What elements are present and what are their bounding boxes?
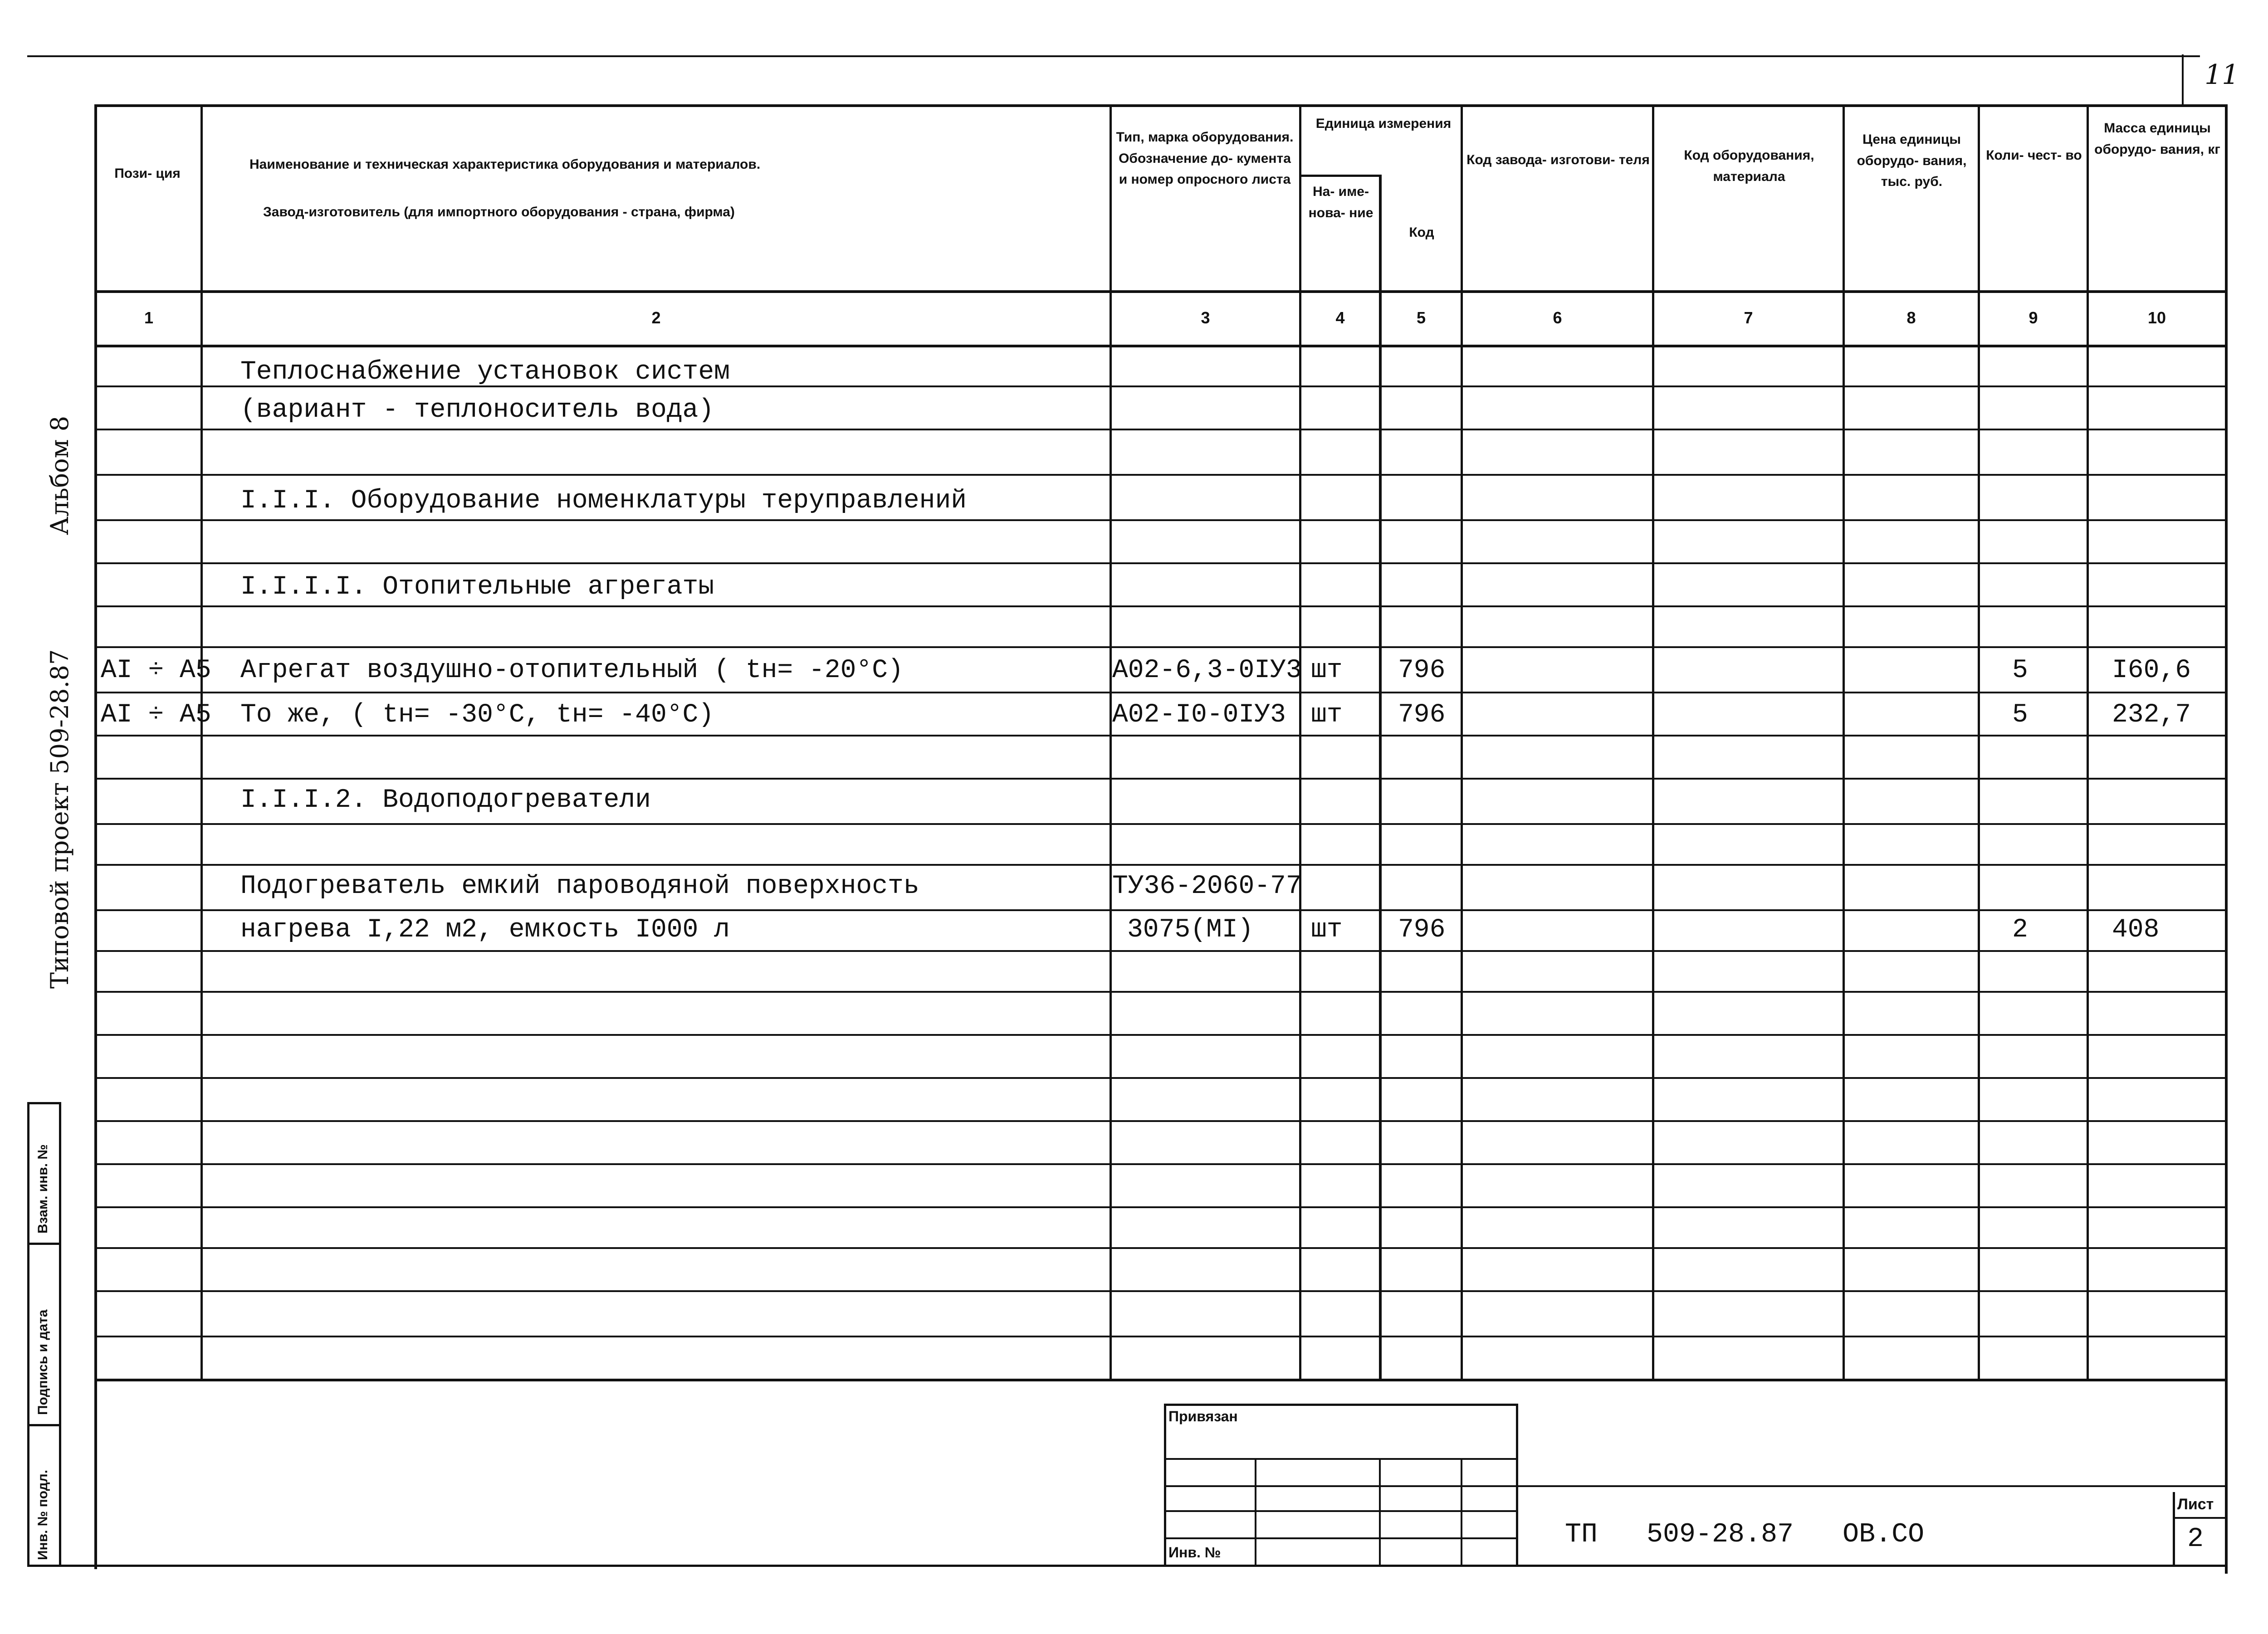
row-8-code: 796 [1398, 700, 1446, 730]
row-7-unit: шт [1311, 656, 1343, 685]
sheet-box-divider [2173, 1517, 2227, 1519]
stamp-strip-right [59, 1102, 61, 1565]
binding-inv-label: Инв. № [1168, 1544, 1221, 1561]
row-line [94, 991, 2226, 993]
header-equipment-code: Код оборудования, материала [1684, 148, 1814, 184]
row-13-mass: 408 [2112, 915, 2160, 945]
row-line [94, 1120, 2226, 1122]
row-line [94, 735, 2226, 737]
row-line [94, 1163, 2226, 1165]
row-line [94, 1247, 2226, 1249]
header-position: Пози- ция [114, 166, 181, 181]
colnum-2: 2 [651, 308, 661, 327]
colnum-3: 3 [1201, 308, 1210, 327]
header-unit-group: Единица измерения [1315, 116, 1452, 131]
row-line [94, 823, 2226, 825]
document-designation: ТП 509-28.87 ОВ.СО [1565, 1519, 1925, 1550]
row-line [94, 692, 2226, 693]
stamp-strip-div3 [27, 1424, 61, 1426]
colnum-8: 8 [1906, 308, 1916, 327]
sheet-box-left [2173, 1492, 2175, 1567]
stamp-strip-left [27, 1102, 29, 1565]
colnum-9: 9 [2028, 308, 2038, 327]
colnum-10: 10 [2147, 308, 2166, 327]
header-maker-code: Код завода- изготови- теля [1466, 152, 1650, 167]
colnum-1: 1 [144, 308, 154, 327]
colnum-5: 5 [1416, 308, 1426, 327]
binding-line1 [1164, 1458, 1518, 1460]
col-line-8 [1978, 104, 1980, 1379]
row-8-name: То же, ( tн= -30°С, tн= -40°С) [240, 700, 714, 730]
sheet-label: Лист [2177, 1496, 2214, 1513]
stamp-vzam-inv: Взам. инв. № [35, 1144, 50, 1234]
row-1-name: (вариант - теплоноситель вода) [240, 395, 714, 425]
col-line-3 [1299, 104, 1301, 1379]
row-3-name: I.I.I. Оборудование номенклатуры теруправлений [240, 486, 967, 516]
row-line [94, 909, 2226, 911]
row-13-type: 3075(МI) [1127, 915, 1254, 945]
binding-line4 [1164, 1537, 1518, 1539]
row-12-type: ТУ36-2060-77 [1112, 872, 1302, 901]
row-line [94, 429, 2226, 430]
header-quantity: Коли- чест- во [1986, 148, 2082, 163]
row-13-name: нагрева I,22 м2, емкость I000 л [240, 915, 730, 945]
row-line [94, 1206, 2226, 1208]
row-8-pos: AI ÷ A5 [101, 700, 211, 730]
binding-col3 [1461, 1458, 1462, 1567]
col-line-0 [94, 104, 97, 1379]
row-line [94, 778, 2226, 780]
col-line-2 [1110, 104, 1112, 1379]
binding-col2 [1379, 1458, 1381, 1567]
stamp-top [1516, 1485, 2226, 1487]
row-line [94, 646, 2226, 648]
binding-top [1164, 1404, 1518, 1406]
row-line [94, 950, 2226, 952]
sheet-number: 2 [2187, 1524, 2204, 1555]
header-mass: Масса единицы оборудо- вания, кг [2094, 121, 2220, 157]
sheet-corner-mark: 11 [2204, 59, 2239, 91]
colnum-4: 4 [1335, 308, 1345, 327]
project-label: Типовой проект 509-28.87 [45, 649, 74, 989]
header-top [94, 104, 2226, 107]
header-unit-name: На- име- нова- ние [1308, 184, 1374, 220]
row-7-mass: I60,6 [2112, 656, 2191, 685]
binding-line3 [1164, 1510, 1518, 1512]
header-price: Цена единицы оборудо- вания, тыс. руб. [1857, 132, 1967, 189]
row-line [94, 605, 2226, 607]
row-10-name: I.I.I.2. Водоподогреватели [240, 785, 651, 815]
corner-tick [2182, 54, 2184, 104]
header-unit-code: Код [1409, 225, 1434, 240]
row-line [94, 1336, 2226, 1337]
row-5-name: I.I.I.I. Отопительные агрегаты [240, 572, 714, 602]
col-line-4 [1379, 175, 1382, 1379]
col-line-7 [1843, 104, 1845, 1379]
frame-bottom [27, 1565, 2227, 1567]
col-line-6 [1652, 104, 1654, 1379]
album-label: Альбом 8 [45, 415, 74, 535]
row-line [94, 562, 2226, 564]
row-7-pos: AI ÷ A5 [101, 656, 211, 685]
header-bottom [94, 290, 2226, 293]
header-name-line2: Завод-изготовитель (для импортного оборудования - страна, фирма) [263, 205, 735, 219]
row-13-qty: 2 [2012, 915, 2028, 945]
row-8-unit: шт [1311, 700, 1343, 730]
col-line-10 [2225, 104, 2228, 1574]
stamp-strip-div1 [27, 1102, 61, 1104]
col-line-1 [200, 104, 203, 1379]
top-border-line [27, 55, 2200, 57]
header-type: Тип, марка оборудования. Обозначение до- кумента и номер опросного листа [1116, 130, 1294, 187]
header-name-line1: Наименование и техническая характеристика оборудования и материалов. [249, 157, 761, 172]
row-8-type: А02-I0-0IУ3 [1112, 700, 1286, 730]
binding-label: Привязан [1168, 1408, 1238, 1424]
row-line [94, 519, 2226, 521]
row-7-name: Агрегат воздушно-отопительный ( tн= -20°С) [240, 656, 904, 685]
stamp-inv-podl: Инв. № подл. [35, 1469, 50, 1560]
binding-col1 [1255, 1458, 1256, 1567]
row-line [94, 864, 2226, 866]
row-line [94, 1290, 2226, 1292]
stamp-podpis-data: Подпись и дата [35, 1309, 50, 1415]
row-13-code: 796 [1398, 915, 1446, 945]
row-8-qty: 5 [2012, 700, 2028, 730]
colnum-7: 7 [1744, 308, 1753, 327]
row-7-code: 796 [1398, 656, 1446, 685]
unit-group-divider [1299, 175, 1381, 177]
row-7-qty: 5 [2012, 656, 2028, 685]
row-line [94, 1077, 2226, 1079]
row-8-mass: 232,7 [2112, 700, 2191, 730]
table-body-bottom [94, 1379, 2226, 1381]
colnum-bottom [94, 345, 2226, 347]
row-line [94, 1034, 2226, 1036]
row-0-name: Теплоснабжение установок систем [240, 357, 730, 387]
row-line [94, 474, 2226, 476]
row-12-name: Подогреватель емкий пароводяной поверхность [240, 872, 919, 901]
frame-left-bottom [94, 1379, 97, 1569]
row-13-unit: шт [1311, 915, 1343, 945]
colnum-6: 6 [1553, 308, 1562, 327]
col-line-9 [2087, 104, 2089, 1379]
binding-line2 [1164, 1485, 1518, 1487]
col-line-5 [1461, 104, 1463, 1379]
row-7-type: А02-6,3-0IУ3 [1112, 656, 1302, 685]
stamp-strip-div2 [27, 1243, 61, 1245]
